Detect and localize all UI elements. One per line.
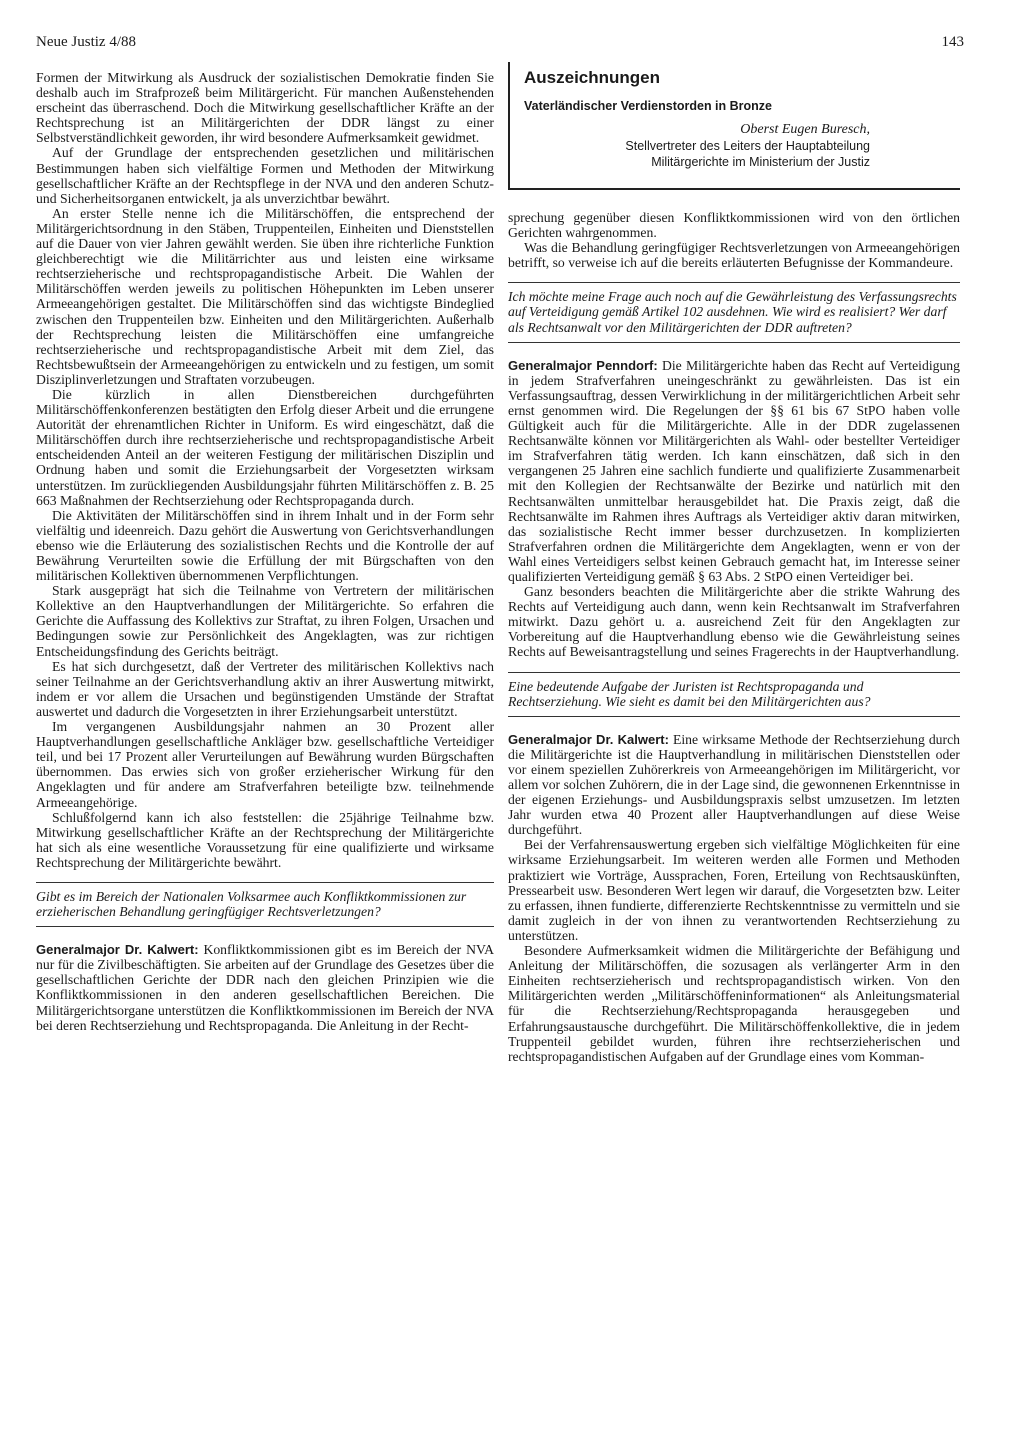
interview-question: Ich möchte meine Frage auch noch auf die Gewährleistung des Verfassungsrechts auf Verteidigung gemäß Artikel 102 ausdehnen. Wie wird es realisiert? Wer darf als Rechtsanwalt vor den Militärgerichten der DDR auftreten? — [508, 282, 960, 342]
paragraph: Im vergangenen Ausbildungsjahr nahmen an 30 Prozent aller Hauptverhandlungen gesellschaftliche Ankläger bzw. gesellschaftliche Verteidiger teil, und bei 17 Prozent aller Verurteilungen auf Bewährung wurden Bürgschaften übernommen. Das erwies sich von großer erzieherischer Wirkung für den Angeklagten und für andere am Strafverfahren beteiligte bzw. teilnehmende Armeeangehörige. — [36, 719, 494, 810]
paragraph: An erster Stelle nenne ich die Militärschöffen, die entsprechend der Militärgerichtsordnung in den Stäben, Truppenteilen, Einheiten und Dienststellen auf die Dauer von vier Jahren gewählt werden. Sie üben ihre richterliche Funktion gleichberechtigt wie die Militärrichter aus und leisten eine wirksame rechtserzieherische und rechtspropagandistische Arbeit. Die Wahlen der Militärschöffen werden jeweils zu politischen Höhepunkten im Leben unserer Armeeangehörigen gestaltet. Die Militärschöffen sind das wichtigste Bindeglied zwischen den Truppenteilen bzw. Einheiten und den Militärgerichten. Außerhalb der Rechtsprechung leisten die Militärschöffen eine umfangreiche rechtserzieherische und rechtspropagandistische Arbeit mit dem Ziel, das Rechtsbewußtsein der Armeeangehörigen zu entwickeln und zu festigen, um somit Disziplinverletzungen und Straftaten vorzubeugen. — [36, 205, 494, 387]
answer-text: Die Militärgerichte haben das Recht auf Verteidigung in jedem Strafverfahren uneingeschränkt zu gewährleisten. Das ist ein Verfassungsauftrag, dessen Verwirklichung in der militärgerichtlichen Arbeit sehr ernst genommen wird. Die Regelungen der §§ 61 bis 67 StPO haben volle Gültigkeit auch für die Militärgerichte. Alle in der DDR zugelassenen Rechtsanwälte können vor Militärgerichten als Wahl- oder bestellter Verteidiger im Strafverfahren tätig werden. Ich kann einschätzen, daß sich in den vergangenen 25 Jahren eine sachlich fundierte und qualifizierte Zusammenarbeit mit den Kollegien der Rechtsanwälte der Bezirke und natürlich mit den Rechtsanwälten unmittelbar herausgebildet hat. Die Praxis zeigt, daß die Rechtsanwälte im Rahmen ihres Auftrags als Verteidiger aktiv daran mitwirken, das sozialistische Recht immer besser durchzusetzen. In komplizierten Strafverfahren ordnen die Militärgerichte dem Angeklagten, wenn er von der Wahl eines Verteidigers selbst keinen Gebrauch gemacht hat, im Interesse seiner qualifizierten Verteidigung gemäß § 63 Abs. 2 StPO einen Verteidiger bei. — [508, 357, 960, 584]
awards-title: Auszeichnungen — [524, 68, 661, 87]
page-header — [36, 34, 964, 56]
interview-question: Eine bedeutende Aufgabe der Juristen ist Rechtspropaganda und Rechtserziehung. Wie sieht es damit bei den Militärgerichten aus? — [508, 672, 960, 717]
answer-paragraph — [508, 732, 960, 838]
award-recipient: Oberst Eugen Buresch, — [740, 122, 870, 138]
paragraph: Ganz besonders beachten die Militärgerichte aber die strikte Wahrung des Rechts auf Verteidigung auch dann, wenn kein Rechtsanwalt im Strafverfahren mitwirkt. Dazu gehört u. a. ausreichend Zeit für den Angeklagten zur Vorbereitung auf die Hauptverhandlung ebenso wie die Gewährleistung seines Rechts auf Beweisantragstellung und seines Fragerechts in der Hauptverhandlung. — [508, 584, 960, 660]
paragraph: Formen der Mitwirkung als Ausdruck der sozialistischen Demokratie finden Sie deshalb auch im Strafprozeß beim Militärgericht. Für manchen Außenstehenden erscheint das überraschend. Doch die Mitwirkung gesellschaftlicher Kräfte an der Rechtsprechung ist an Militärgerichten der DDR längst zu einer Selbstverständlichkeit geworden, ihr wird besondere Aufmerksamkeit gewidmet. — [36, 70, 494, 146]
paragraph: Die kürzlich in allen Dienstbereichen durchgeführten Militärschöffenkonferenzen bestätigten den Erfolg dieser Arbeit und die errungene Autorität der ehrenamtlichen Richter in Uniform. Es wird eingeschätzt, daß die Militärschöffen durch ihre rechtserzieherische und rechtspropagandistische Arbeit entscheidenden Anteil an der weiteren Festigung der militärischen Disziplin und Ordnung haben und somit die Erziehungsarbeit der Vorgesetzten wirksam unterstützen. Im zurückliegenden Ausbildungsjahr führten Militärschöffen z. B. 25 663 Maßnahmen der Rechtserziehung oder Rechtspropaganda durch. — [36, 386, 494, 508]
speaker-name: Generalmajor Dr. Kalwert: — [508, 731, 669, 747]
answer-text: Konfliktkommissionen gibt es im Bereich der NVA nur für die Zivilbeschäftigten. Sie arbeiten auf der Grundlage des Gesetzes über die gesellschaftlichen Gerichte der DDR nach den gleichen Prinzipien wie die Konfliktkommissionen in den anderen gesellschaftlichen Bereichen. Die Militärgerichtsorgane unterstützen die Konfliktkommissionen im Bereich der NVA bei deren Rechtserziehung und Rechtspropaganda. Die Anleitung in der Recht- — [36, 942, 494, 1033]
paragraph: Auf der Grundlage der entsprechenden gesetzlichen und militärischen Bestimmungen haben sich vielfältige Formen und Methoden der Mitwirkung gesellschaftlicher Kräfte an der Rechtspflege in der NVA und den anderen Schutz- und Sicherheitsorganen entwickelt, ja als unverzichtbar bewährt. — [36, 145, 494, 206]
answer-paragraph — [508, 358, 960, 584]
paragraph: Was die Behandlung geringfügiger Rechtsverletzungen von Armeeangehörigen betrifft, so verweise ich auf die bereits erläuterten Befugnisse der Kommandeure. — [508, 240, 960, 271]
recipient-role: Stellvertreter des Leiters der Hauptabteilung — [625, 139, 870, 154]
awards-box — [508, 62, 960, 190]
paragraph: Besondere Aufmerksamkeit widmen die Militärgerichte der Befähigung und Anleitung der Militärschöffen, die sozusagen als verlängerter Arm in den Einheiten rechtserzieherisch und rechtspropagandistisch wirken. Von den Militärgerichten werden „Militärschöffeninformationen“ als Anleitungsmaterial für die Rechtserziehung/Rechtspropaganda herausgegeben und Erfahrungsaustausche durchgeführt. Die Militärschöffenkollektive, die in jedem Truppenteil gebildet wurden, führen ihre rechtserzieherischen und rechtspropagandistischen Aufgaben auf der Grundlage eines vom Komman- — [508, 943, 960, 1064]
answer-paragraph — [36, 942, 494, 1033]
page-number: 143 — [941, 34, 964, 50]
journal-issue: Neue Justiz 4/88 — [36, 34, 136, 50]
left-column — [36, 70, 494, 1400]
interview-question: Gibt es im Bereich der Nationalen Volksarmee auch Konfliktkommissionen zur erzieherischen Behandlung geringfügiger Rechtsverletzungen? — [36, 882, 494, 927]
award-name: Vaterländischer Verdienstorden in Bronze — [524, 99, 772, 114]
paragraph: Schlußfolgernd kann ich also feststellen: die 25jährige Teilnahme bzw. Mitwirkung gesellschaftlicher Kräfte an der Rechtsprechung der Militärgerichte hat sich als eine wesentliche Voraussetzung für eine qualifizierte und wirksame Rechtsprechung der Militärgerichte bewährt. — [36, 809, 494, 870]
speaker-name: Generalmajor Dr. Kalwert: — [36, 942, 199, 958]
paragraph: Bei der Verfahrensauswertung ergeben sich vielfältige Möglichkeiten für eine wirksame Erziehungsarbeit. Im weiteren werden alle Formen und Methoden praktiziert wie Vorträge, Aussprachen, Foren, Erteilung von Rechtsauskünften, Pressearbeit usw. Besonderen Wert legen wir darauf, die Vorgesetzten bzw. Leiter zu erfassen, ihnen fundierte, differenzierte Rechtskenntnisse zu vermitteln und sie damit zugleich in der von ihnen zu verantwortenden Rechtserziehung zu unterstützen. — [508, 837, 960, 943]
paragraph: Es hat sich durchgesetzt, daß der Vertreter des militärischen Kollektivs nach seiner Teilnahme an der Gerichtsverhandlung aktiv an ihrer Auswertung mitwirkt, indem er vor allem die Ursachen und begünstigenden Umstände der Straftat auswertet und dadurch die Vorgesetzten in ihrer Erziehungsarbeit unterstützt. — [36, 658, 494, 719]
paragraph: Die Aktivitäten der Militärschöffen sind in ihrem Inhalt und in der Form sehr vielfältig und ideenreich. Dazu gehört die Auswertung von Gerichtsverhandlungen ebenso wie die Erläuterung des sozialistischen Rechts und die Kontrolle der auf Bewährung Verurteilten sowie die Erfüllung der mit Bürgschaften von den militärischen Kollektiven übernommenen Verpflichtungen. — [36, 507, 494, 584]
recipient-role: Militärgerichte im Ministerium der Justiz — [651, 155, 870, 170]
paragraph: Stark ausgeprägt hat sich die Teilnahme von Vertretern der militärischen Kollektive an den Hauptverhandlungen der Militärgerichte. So erfahren die Gerichte die Auffassung des Kollektivs zur Straftat, zu ihren Folgen, Ursachen und Bedingungen sowie zur Persönlichkeit des Angeklagten, was zur richtigen Entscheidungsfindung des Gerichts beiträgt. — [36, 583, 494, 659]
right-column — [508, 62, 960, 1400]
answer-text: Eine wirksame Methode der Rechtserziehung durch die Militärgerichte ist die Hauptverhandlung in militärischen Dienststellen oder vor einem speziellen Zuhörerkreis von Armeeangehörigen im Militärgericht, vor allem vor solchen Zuhörern, die in der Lage sind, die gewonnenen Erkenntnisse in der eigenen Erziehungs- und Ausbildungspraxis selbst umzusetzen. Im letzten Jahr wurden etwa 40 Prozent aller Hauptverhandlungen auf diese Weise durchgeführt. — [508, 731, 960, 838]
speaker-name: Generalmajor Penndorf: — [508, 357, 658, 373]
paragraph: sprechung gegenüber diesen Konfliktkommissionen wird von den örtlichen Gerichten wahrgenommen. — [508, 210, 960, 241]
